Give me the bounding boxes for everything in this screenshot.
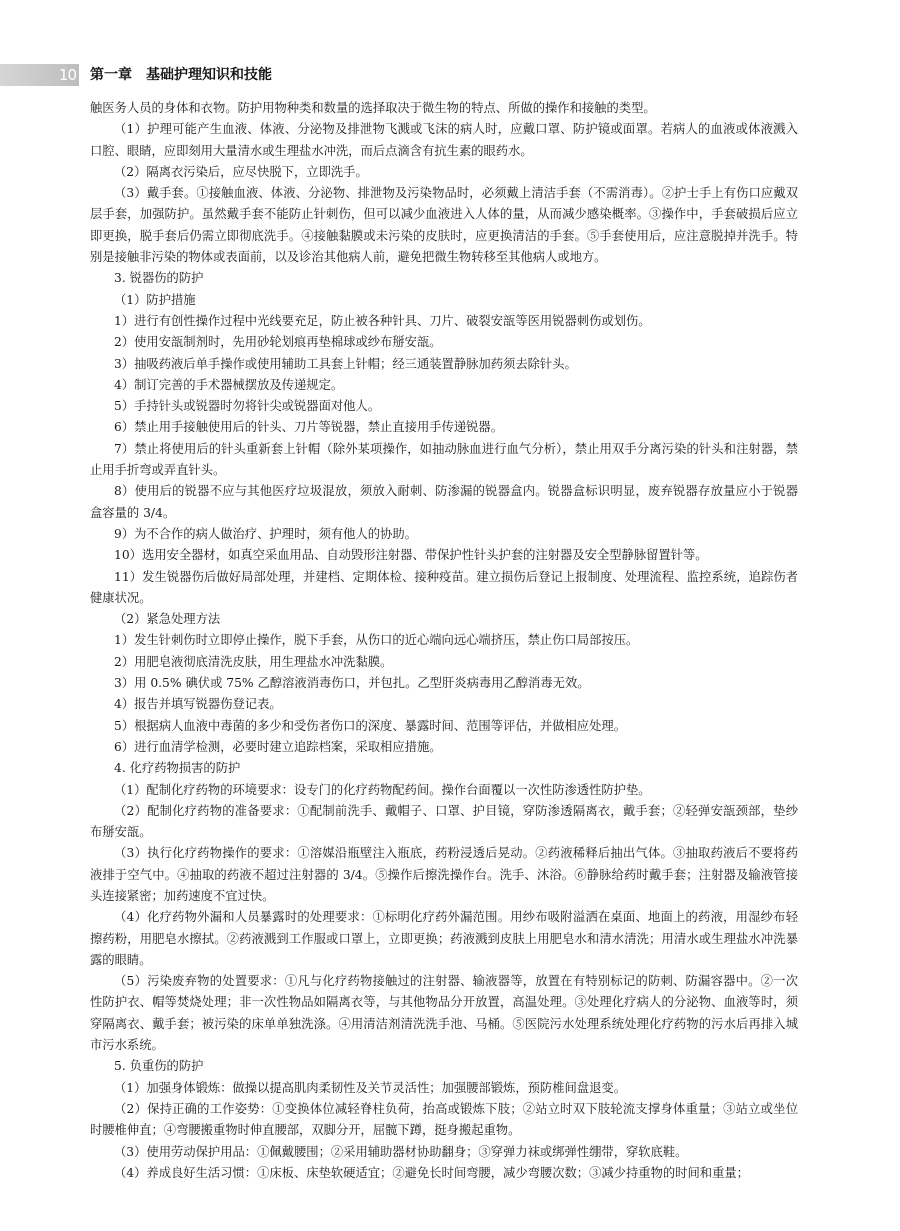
paragraph: （3）使用劳动保护用品：①佩戴腰围；②采用辅助器材协助翻身；③穿弹力袜或绑弹性绷带，穿软底鞋。 [114, 1144, 688, 1159]
paragraph: （1）加强身体锻炼：做操以提高肌肉柔韧性及关节灵活性；加强腰部锻炼，预防椎间盘退变。 [114, 1080, 626, 1095]
paragraph: 1）发生针刺伤时立即停止操作，脱下手套，从伤口的近心端向远心端挤压，禁止伤口局部按压。 [114, 633, 639, 648]
paragraph: 6）禁止用手接触使用后的针头、刀片等锐器，禁止直接用手传递锐器。 [114, 420, 504, 435]
paragraph: 1）进行有创性操作过程中光线要充足，防止被各种针具、刀片、破裂安瓿等医用锐器刺伤或划伤。 [114, 313, 651, 328]
paragraph: （3）执行化疗药物操作的要求：①溶媒沿瓶壁注入瓶底，药粉浸透后晃动。②药液稀释后抽出气体。③抽取药液后不要将药液排于空气中。④抽取的药液不超过注射器的 3/4。⑤操作后擦洗操作台。洗手、沐浴。⑥静脉给药时戴手套；注射器及输液管接头连接紧密；加药速度不宜过快。 [90, 846, 798, 903]
paragraph: 2）用肥皂液彻底清洗皮肤，用生理盐水冲洗黏膜。 [114, 654, 393, 669]
paragraph: （5）污染废弃物的处置要求：①凡与化疗药物接触过的注射器、输液器等，放置在有特别标记的防刺、防漏容器中。②一次性防护衣、帽等焚烧处理；非一次性物品如隔离衣等，与其他物品分开放置，高温处理。③处理化疗病人的分泌物、血液等时，须穿隔离衣、戴手套；被污染的床单单独洗涤。④用清洁剂清洗洗手池、马桶。⑤医院污水处理系统处理化疗药物的污水后再排入城市污水系统。 [90, 974, 798, 1053]
chapter-title: 第一章 基础护理知识和技能 [90, 67, 272, 83]
paragraph: 9）为不合作的病人做治疗、护理时，须有他人的协助。 [114, 526, 417, 541]
paragraph: 4）报告并填写锐器伤登记表。 [114, 697, 282, 712]
paragraph: 5. 负重伤的防护 [114, 1059, 204, 1074]
paragraph: （2）配制化疗药物的准备要求：①配制前洗手、戴帽子、口罩、护目镜，穿防渗透隔离衣，戴手套；②轻弹安瓿颈部，垫纱布掰安瓿。 [90, 803, 798, 840]
paragraph: 10）选用安全器材，如真空采血用品、自动毁形注射器、带保护性针头护套的注射器及安全型静脉留置针等。 [114, 548, 708, 563]
paragraph: （1）护理可能产生血液、体液、分泌物及排泄物飞溅或飞沫的病人时，应戴口罩、防护镜或面罩。若病人的血液或体液溅入口腔、眼睛，应即刻用大量清水或生理盐水冲洗，而后点滴含有抗生素的眼药水。 [90, 122, 798, 158]
body-text [90, 98, 798, 1184]
paragraph: （4）化疗药物外漏和人员暴露时的处理要求：①标明化疗药外漏范围。用纱布吸附溢洒在桌面、地面上的药液，用湿纱布轻擦药粉，用肥皂水擦拭。②药液溅到工作服或口罩上，立即更换；药液溅到皮肤上用肥皂水和清水清洗；用清水或生理盐水冲洗暴露的眼睛。 [90, 910, 798, 967]
paragraph: （2）保持正确的工作姿势：①变换体位减轻脊柱负荷，抬高或锻炼下肢；②站立时双下肢轮流支撑身体重量；③站立或坐位时腰椎伸直；④弯腰搬重物时伸直腰部，双脚分开，屈髋下蹲，挺身搬起重物。 [90, 1101, 798, 1138]
paragraph: 11）发生锐器伤后做好局部处理，并建档、定期体检、接种疫苗。建立损伤后登记上报制度、处理流程、监控系统，追踪伤者健康状况。 [90, 569, 798, 605]
paragraph: 7）禁止将使用后的针头重新套上针帽（除外某项操作，如抽动脉血进行血气分析），禁止用双手分离污染的针头和注射器，禁止用手折弯或弄直针头。 [90, 441, 798, 478]
paragraph: （2）紧急处理方法 [114, 612, 221, 627]
paragraph: （1）配制化疗药物的环境要求：设专门的化疗药物配药间。操作台面覆以一次性防渗透性防护垫。 [114, 782, 651, 797]
paragraph: （3）戴手套。①接触血液、体液、分泌物、排泄物及污染物品时，必须戴上清洁手套（不需消毒）。②护士手上有伤口应戴双层手套，加强防护。虽然戴手套不能防止针刺伤，但可以减少血液进入人体的量，从而减少感染概率。③操作中，手套破损后应立即更换，脱手套后仍需立即彻底洗手。④接触黏膜或未污染的皮肤时，应更换清洁的手套。⑤手套使用后，应注意脱掉并洗手。特别是接触非污染的物体或表面前，以及诊治其他病人前，避免把微生物转移至其他病人或地方。 [90, 186, 798, 265]
paragraph: 6）进行血清学检测，必要时建立追踪档案，采取相应措施。 [114, 739, 442, 754]
paragraph: 8）使用后的锐器不应与其他医疗垃圾混放，须放入耐刺、防渗漏的锐器盒内。锐器盒标识明显，废弃锐器存放量应小于锐器盒容量的 3/4。 [90, 484, 798, 520]
page-number: 10 [58, 66, 76, 84]
paragraph: （1）防护措施 [114, 292, 196, 307]
page-header [0, 64, 900, 88]
paragraph: 3. 锐器伤的防护 [114, 271, 204, 286]
paragraph: 3）用 0.5% 碘伏或 75% 乙醇溶液消毒伤口，并包扎。乙型肝炎病毒用乙醇消毒无效。 [114, 676, 590, 691]
paragraph: 4. 化疗药物损害的防护 [114, 761, 241, 776]
paragraph: 5）手持针头或锐器时勿将针尖或锐器面对他人。 [114, 399, 381, 414]
paragraph: 4）制订完善的手术器械摆放及传递规定。 [114, 377, 344, 392]
paragraph: （4）养成良好生活习惯：①床板、床垫软硬适宜；②避免长时间弯腰，减少弯腰次数；③减少持重物的时间和重量； [114, 1165, 749, 1180]
paragraph: 2）使用安瓿制剂时，先用砂轮划痕再垫棉球或纱布掰安瓿。 [114, 335, 442, 350]
paragraph: 触医务人员的身体和衣物。防护用物种类和数量的选择取决于微生物的特点、所做的操作和接触的类型。 [90, 101, 656, 115]
paragraph: 5）根据病人血液中毒菌的多少和受伤者伤口的深度、暴露时间、范围等评估，并做相应处理。 [114, 718, 626, 733]
paragraph: （2）隔离衣污染后，应尽快脱下，立即洗手。 [114, 164, 368, 179]
paragraph: 3）抽吸药液后单手操作或使用辅助工具套上针帽；经三通装置静脉加药须去除针头。 [114, 356, 577, 371]
